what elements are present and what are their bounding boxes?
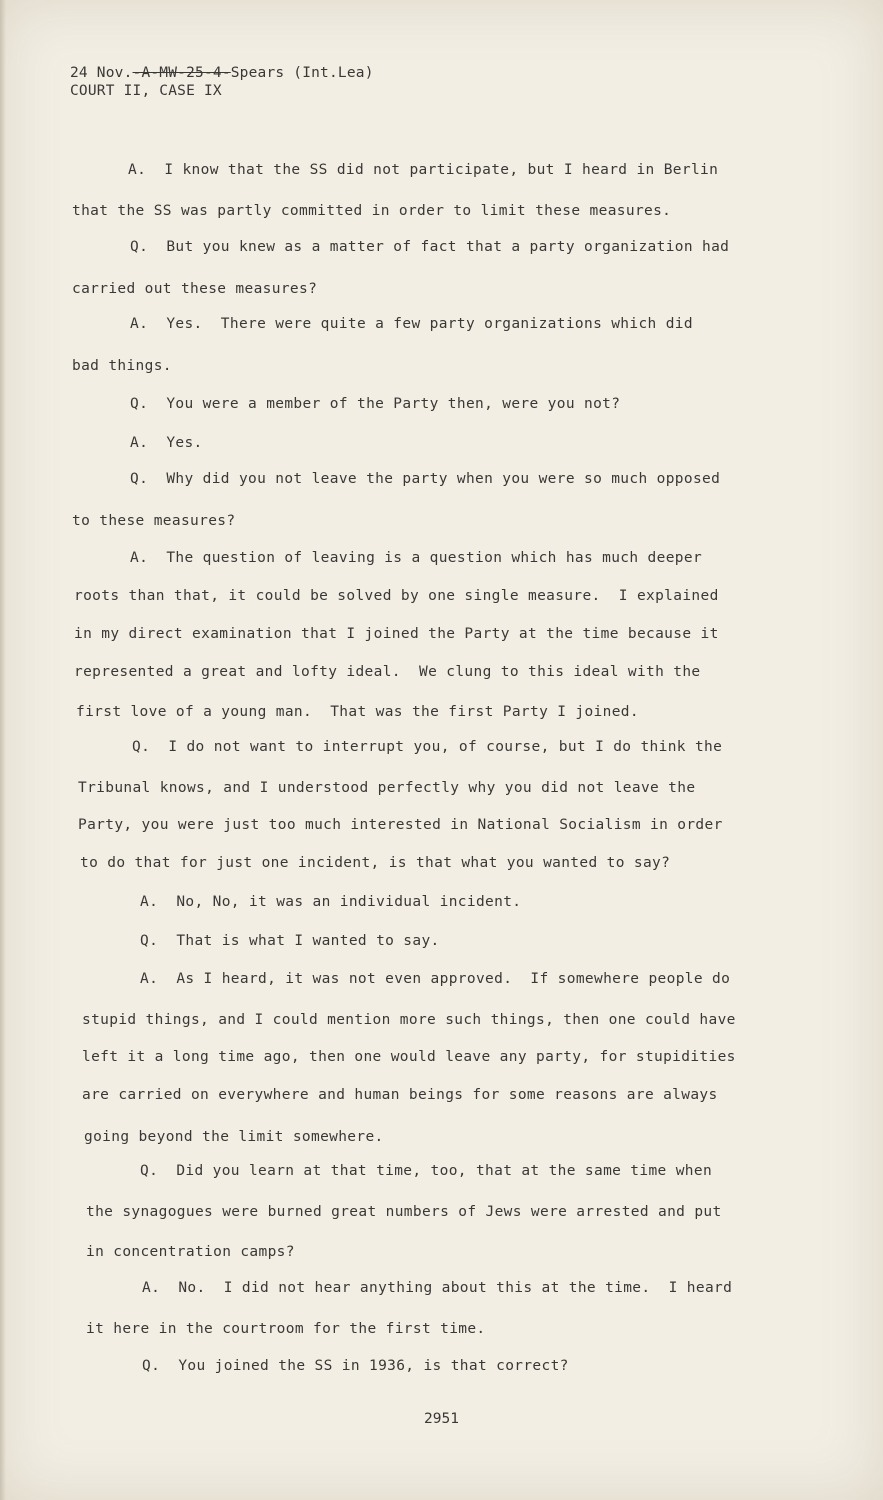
transcript-line: in concentration camps? — [86, 1244, 295, 1260]
transcript-line: left it a long time ago, then one would leave any party, for stupidities — [82, 1049, 736, 1065]
transcript-line: A. No, No, it was an individual incident. — [140, 894, 522, 910]
transcript-line: Q. You joined the SS in 1936, is that correct? — [142, 1358, 569, 1374]
transcript-line: Tribunal knows, and I understood perfectly why you did not leave the — [78, 780, 696, 796]
transcript-line: the synagogues were burned great numbers of Jews were arrested and put — [86, 1204, 722, 1220]
transcript-line: Party, you were just too much interested in National Socialism in order — [78, 817, 723, 833]
header-date: 24 Nov. — [70, 65, 133, 81]
header-struck-code: -A-MW-25-4- — [132, 65, 231, 81]
transcript-line: Q. Did you learn at that time, too, that at the same time when — [140, 1163, 713, 1179]
transcript-line: in my direct examination that I joined the Party at the time because it — [74, 626, 719, 642]
transcript-line: to do that for just one incident, is that what you wanted to say? — [80, 855, 671, 871]
transcript-line: stupid things, and I could mention more such things, then one could have — [82, 1012, 736, 1028]
page-number: 2951 — [424, 1411, 459, 1427]
transcript-line: Q. That is what I wanted to say. — [140, 933, 440, 949]
transcript-line: bad things. — [72, 358, 172, 374]
transcript-line: Q. But you knew as a matter of fact that a party organization had — [130, 239, 730, 255]
transcript-line: represented a great and lofty ideal. We clung to this ideal with the — [74, 664, 701, 680]
transcript-line: it here in the courtroom for the first time. — [86, 1321, 486, 1337]
transcript-line: A. I know that the SS did not participate, but I heard in Berlin — [128, 162, 719, 178]
header-line-2: COURT II, CASE IX — [70, 83, 222, 99]
transcript-line: roots than that, it could be solved by one single measure. I explained — [74, 588, 719, 604]
transcript-line: A. The question of leaving is a question which has much deeper — [130, 550, 703, 566]
transcript-line: that the SS was partly committed in order to limit these measures. — [72, 203, 672, 219]
transcript-line: carried out these measures? — [72, 281, 318, 297]
transcript-line: going beyond the limit somewhere. — [84, 1129, 384, 1145]
transcript-line: Q. I do not want to interrupt you, of course, but I do think the — [132, 739, 723, 755]
transcript-line: A. No. I did not hear anything about this at the time. I heard — [142, 1280, 733, 1296]
transcript-line: A. Yes. — [130, 435, 203, 451]
transcript-line: Q. Why did you not leave the party when you were so much opposed — [130, 471, 721, 487]
transcript-line: first love of a young man. That was the first Party I joined. — [76, 704, 639, 720]
transcript-line: to these measures? — [72, 513, 236, 529]
header-witness: Spears (Int.Lea) — [230, 65, 374, 81]
transcript-line: are carried on everywhere and human beings for some reasons are always — [82, 1087, 718, 1103]
transcript-line: A. Yes. There were quite a few party organizations which did — [130, 316, 693, 332]
transcript-line: Q. You were a member of the Party then, were you not? — [130, 396, 621, 412]
transcript-line: A. As I heard, it was not even approved. If somewhere people do — [140, 971, 731, 987]
